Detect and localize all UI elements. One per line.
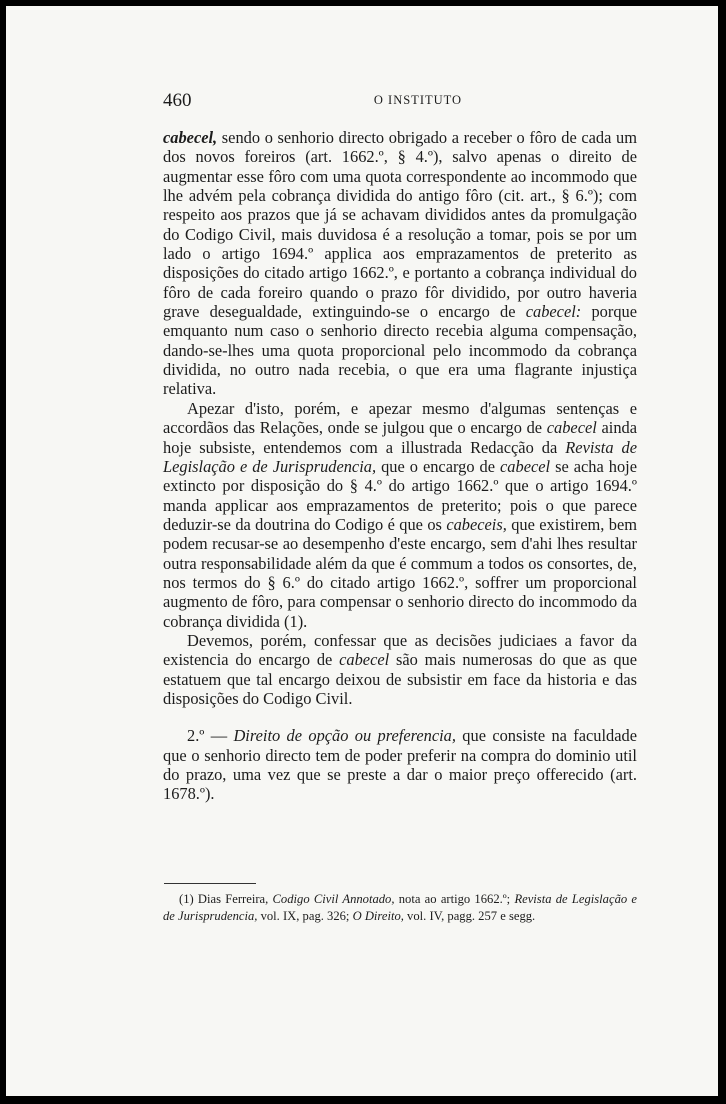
footnote-text-d: vol. IV, pagg. 257 e segg. bbox=[403, 908, 536, 923]
footnote-text-a: Dias Ferreira, bbox=[193, 892, 273, 906]
page-header bbox=[163, 90, 637, 114]
journal-title: Revista de Legislação e de Jurisprudencia, bbox=[163, 437, 638, 476]
section-number: 2.º — bbox=[187, 726, 234, 746]
paragraph-2-text-b: ainda hoje subsiste, entendemos com a illustrada Redacção da bbox=[163, 418, 637, 457]
book-page bbox=[6, 6, 718, 1096]
section-2-text: que consiste na faculdade que o senhorio directo tem de poder preferir na compra do dominio util do prazo, uma vez que se preste a dar o maior preço offerecido (art. 1678.º). bbox=[163, 726, 637, 804]
footnote-text-c: vol. IX, pag. 326; bbox=[257, 908, 353, 923]
term-cabeceis: cabeceis, bbox=[446, 514, 507, 534]
paragraph-1-text-a: sendo o senhorio directo obrigado a receber o fôro de cada um dos novos foreiros (art. 1662.º, § 4.º), salvo apenas o direito de augmentar esse fôro com uma quota correspondente ao incommodo que lhe advém pela cobrança dividida do antigo fôro (cit. art., § 6.º); com respeito aos prazos que já se achavam divididos antes da promulgação do Codigo Civil, mais duvidosa é a resolução a tomar, pois se por um lado o artigo 1694.º applica aos emprazamentos de preterito as disposições do citado artigo 1662.º, e portanto a cobrança individual do fôro de cada foreiro quando o prazo fôr dividido, por outro haveria grave desegualdade, extinguindo-se o encargo de bbox=[163, 128, 637, 322]
cited-work: O Direito, bbox=[352, 908, 404, 923]
cited-work: Codigo Civil Annotado, bbox=[272, 892, 395, 906]
term-cabecel: cabecel: bbox=[525, 302, 582, 322]
term-cabecel: cabecel, bbox=[163, 128, 218, 147]
footnote-rule bbox=[164, 883, 256, 884]
paragraph-2-text-a: Apezar d'isto, porém, e apezar mesmo d'algumas sentenças e accordãos das Relações, onde se julgou que o encargo de bbox=[163, 398, 637, 438]
paragraph-1-text-b: porque emquanto num caso o senhorio directo recebia alguma compensação, dando-se-lhes uma quota proporcional pelo incommodo da cobrança dividida, no outro nada recebia, o que era uma flagrante injustiça relativa. bbox=[163, 302, 637, 399]
paragraph-2-text-c: que o encargo de bbox=[376, 456, 501, 476]
term-cabecel: cabecel bbox=[500, 456, 551, 476]
page-number: 460 bbox=[163, 90, 192, 111]
body-text bbox=[163, 128, 637, 804]
footnote-marker: (1) bbox=[179, 892, 194, 906]
paragraph-1 bbox=[163, 128, 637, 399]
cited-work: Revista de Legislação e de Jurisprudencia, bbox=[163, 892, 637, 923]
paragraph-3 bbox=[163, 631, 637, 708]
paragraph-2-text-e: que existirem, bem podem recusar-se ao desempenho d'este encargo, sem d'ahi lhes resultar outra responsabilidade além da que é commum a todos os consortes, de, nos termos do § 6.º do citado artigo 1662.º, soffrer um proporcional augmento de fôro, para compensar o senhorio directo do incommodo da cobrança dividida (1). bbox=[163, 514, 637, 631]
paragraph-2-text-d: se acha hoje extincto por disposição do § 4.º do artigo 1662.º que o artigo 1694.º manda applicar aos emprazamentos de preterito; pois o que parece deduzir-se da doutrina do Codigo é que os bbox=[163, 456, 638, 534]
running-title: O INSTITUTO bbox=[373, 93, 463, 107]
footnote-text-b: nota ao artigo 1662.º; bbox=[394, 892, 515, 906]
term-cabecel: cabecel bbox=[339, 650, 390, 670]
paragraph-3-text-a: Devemos, porém, confessar que as decisões judiciaes a favor da existencia do encargo de bbox=[163, 630, 637, 670]
term-cabecel: cabecel bbox=[546, 418, 597, 438]
section-2-paragraph bbox=[163, 726, 637, 803]
paragraph-2 bbox=[163, 399, 637, 631]
footnotes bbox=[163, 891, 637, 924]
paragraph-3-text-b: são mais numerosas do que as que estatuem que tal encargo deixou de subsistir em face da historia e das disposições do Codigo Civil. bbox=[163, 650, 638, 708]
footnote-1 bbox=[163, 891, 637, 924]
section-heading: Direito de opção ou preferencia, bbox=[233, 726, 456, 746]
